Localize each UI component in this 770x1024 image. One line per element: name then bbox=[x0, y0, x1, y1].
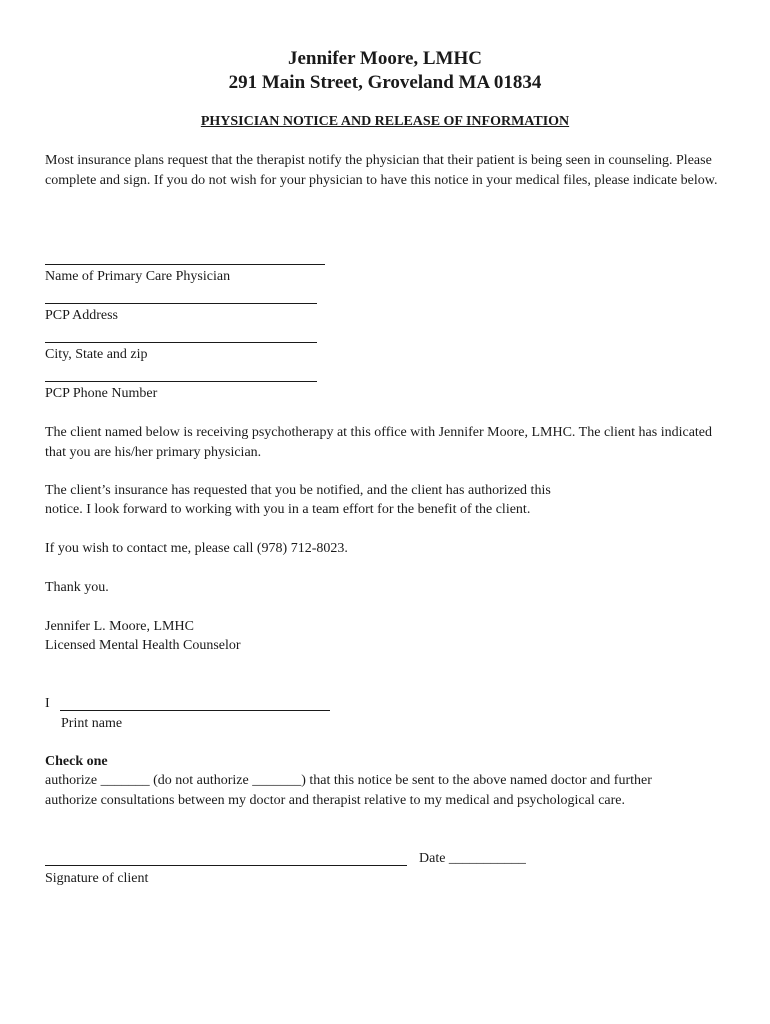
i-label: I bbox=[45, 696, 50, 711]
print-name-label: Print name bbox=[61, 716, 123, 731]
pcp-address-label: PCP Address bbox=[45, 308, 119, 323]
intro-paragraph: Most insurance plans request that the therapist notify the physician that their patient is being seen in counseling. Please complete and sign. If you do not wish for your physician to have this notice in your medical files, please indicate below. bbox=[45, 153, 718, 188]
pcp-name-label: Name of Primary Care Physician bbox=[45, 269, 231, 284]
pcp-phone-label: PCP Phone Number bbox=[45, 386, 158, 401]
print-name-line[interactable] bbox=[60, 710, 330, 711]
pcp-address-line[interactable] bbox=[45, 303, 317, 304]
signer-title: Licensed Mental Health Counselor bbox=[45, 638, 241, 653]
signature-label: Signature of client bbox=[45, 871, 149, 886]
signer-name: Jennifer L. Moore, LMHC bbox=[45, 619, 194, 634]
contact-paragraph: If you wish to contact me, please call (978) 712-8023. bbox=[45, 541, 348, 556]
thank-you: Thank you. bbox=[45, 580, 109, 595]
body-paragraph-2-line-1: The client’s insurance has requested that you be notified, and the client has authorized this bbox=[45, 483, 551, 498]
body-paragraph-1: The client named below is receiving psychotherapy at this office with Jennifer Moore, LMHC. The client has indicated that you are his/her primary physician. bbox=[45, 425, 713, 460]
therapist-address: 291 Main Street, Groveland MA 01834 bbox=[228, 72, 542, 93]
therapist-name: Jennifer Moore, LMHC bbox=[287, 48, 482, 69]
city-state-zip-line[interactable] bbox=[45, 342, 317, 343]
pcp-name-line[interactable] bbox=[45, 264, 325, 265]
check-one-label: Check one bbox=[45, 754, 108, 769]
city-state-zip-label: City, State and zip bbox=[45, 347, 148, 362]
document-title: PHYSICIAN NOTICE AND RELEASE OF INFORMATION bbox=[200, 114, 570, 129]
date-field[interactable]: Date ___________ bbox=[419, 851, 526, 866]
body-paragraph-2-line-2: notice. I look forward to working with you in a team effort for the benefit of the client. bbox=[45, 502, 531, 517]
signature-line[interactable] bbox=[45, 865, 407, 866]
pcp-phone-line[interactable] bbox=[45, 381, 317, 382]
authorize-line-2: authorize consultations between my doctor and therapist relative to my medical and psychological care. bbox=[45, 793, 626, 808]
authorize-line[interactable]: authorize _______ (do not authorize _______) that this notice be sent to the above named doctor and further bbox=[45, 773, 652, 788]
